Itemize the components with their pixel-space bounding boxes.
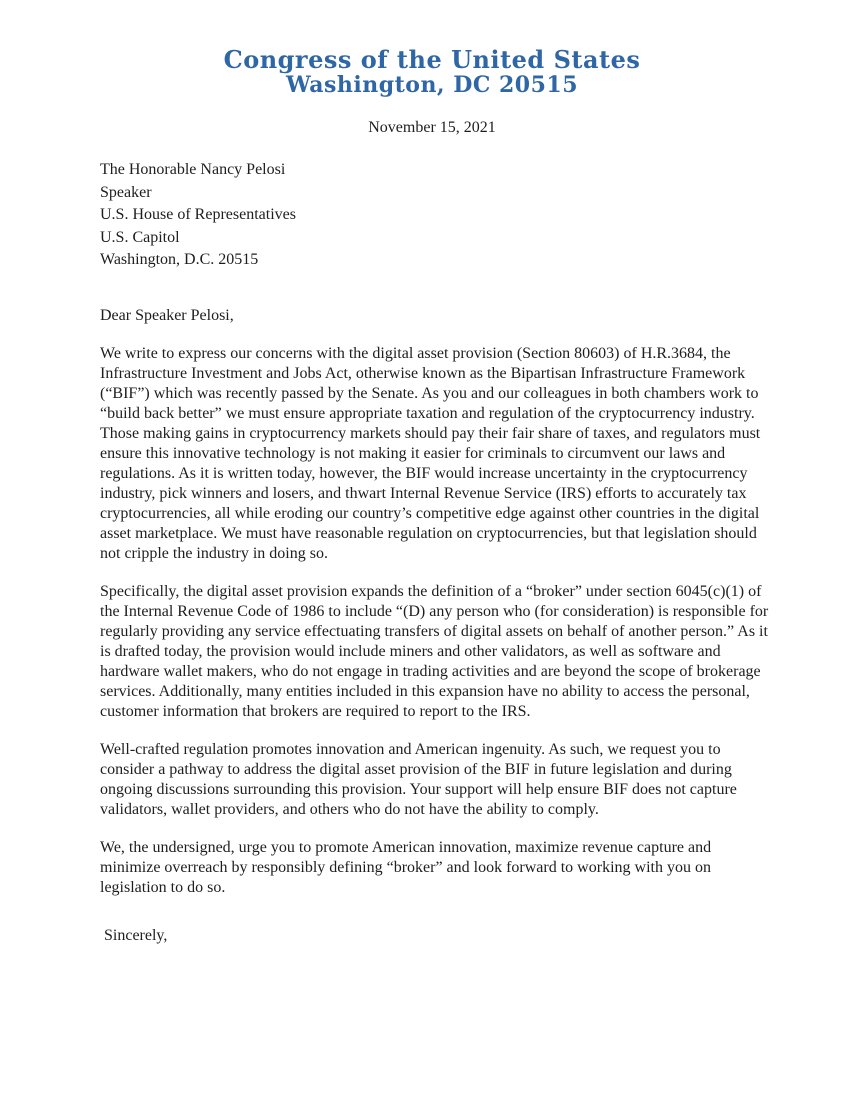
recipient-line-chamber: U.S. House of Representatives	[100, 206, 296, 223]
paragraph-2: Specifically, the digital asset provision expands the definition of a “broker” under section 6045(c)(1) of the Internal Revenue Code of 1986 to include “(D) any person who (for consideration) is responsible for regularly providing any service effectuating transfers of digital assets on behalf of another person.” As it is drafted today, the provision would include miners and other validators, as well as software and hardware wallet makers, who do not engage in trading activities and are beyond the scope of brokerage services. Additionally, many entities included in this expansion have no ability to access the personal, customer information that brokers are required to report to the IRS.	[100, 582, 769, 720]
paragraph-1: We write to express our concerns with the digital asset provision (Section 80603) of H.R.3684, the Infrastructure Investment and Jobs Act, otherwise known as the Bipartisan Infrastructure Framework (“BIF”) which was recently passed by the Senate. As you and our colleagues in both chambers work to “build back better” we must ensure appropriate taxation and regulation of the cryptocurrency industry. Those making gains in cryptocurrency markets should pay their fair share of taxes, and regulators must ensure this innovative technology is not making it easier for criminals to circumvent our laws and regulations. As it is written today, however, the BIF would increase uncertainty in the cryptocurrency industry, pick winners and losers, and thwart Internal Revenue Service (IRS) efforts to accurately tax cryptocurrencies, all while eroding our country’s competitive edge against other countries in the digital asset marketplace. We must have reasonable regulation on cryptocurrencies, but that legislation should not cripple the industry in doing so.	[100, 344, 761, 562]
paragraph-3: Well-crafted regulation promotes innovation and American ingenuity. As such, we request you to consider a pathway to address the digital asset provision of the BIF in future legislation and during ongoing discussions surrounding this provision. Your support will help ensure BIF does not capture validators, wallet providers, and others who do not have the ability to comply.	[100, 740, 737, 818]
letterhead	[0, 0, 864, 98]
recipient-line-building: U.S. Capitol	[100, 228, 180, 246]
salutation: Dear Speaker Pelosi,	[100, 306, 234, 324]
recipient-line-title: Speaker	[100, 183, 152, 201]
letter-date: November 15, 2021	[368, 119, 496, 136]
paragraph-4: We, the undersigned, urge you to promote American innovation, maximize revenue capture and minimize overreach by responsibly defining “broker” and look forward to working with you on legislation to do so.	[100, 838, 712, 896]
recipient-line-name: The Honorable Nancy Pelosi	[100, 161, 286, 178]
letterhead-line2: Washington, DC 20515	[285, 72, 579, 98]
letterhead-line1: Congress of the United States	[223, 45, 641, 74]
recipient-line-city: Washington, D.C. 20515	[100, 251, 259, 268]
closing: Sincerely,	[104, 926, 168, 944]
recipient-address	[100, 159, 864, 272]
letter-body	[100, 344, 772, 898]
